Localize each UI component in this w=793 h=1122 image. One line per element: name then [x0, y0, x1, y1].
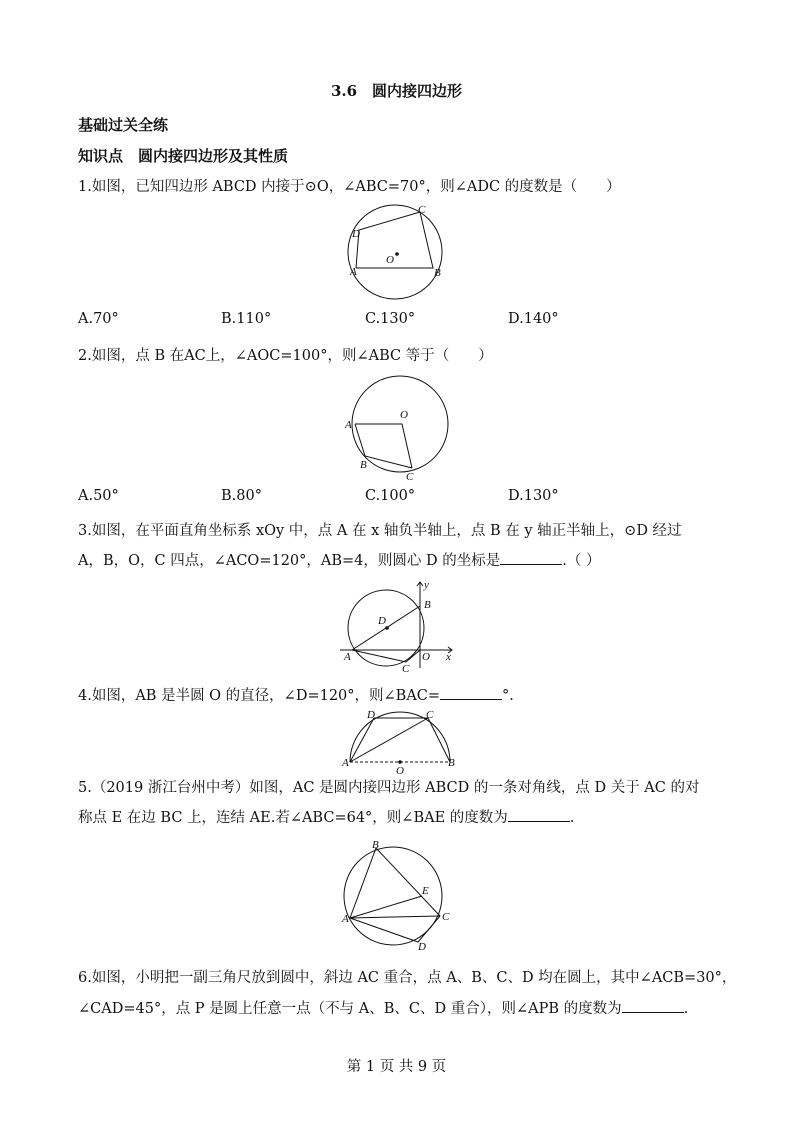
label-c: C: [402, 663, 410, 675]
label-d: D: [367, 709, 375, 721]
segment-ae: [350, 896, 422, 918]
label-x: x: [446, 651, 451, 663]
page-footer: 第 1 页 共 9 页: [346, 1059, 447, 1075]
answer-blank-4[interactable]: [440, 685, 502, 700]
question-1-text: 1.如图，已知四边形 ABCD 内接于⊙O，∠ABC=70°，则∠ADC 的度数是（ ）: [78, 179, 621, 195]
figure-5: [336, 838, 456, 956]
choice-a[interactable]: A.70°: [78, 311, 119, 327]
label-c: C: [406, 471, 414, 483]
answer-blank-6[interactable]: [622, 998, 684, 1013]
semicircle: [350, 712, 450, 762]
label-y: y: [424, 579, 429, 591]
label-a: A: [344, 651, 351, 663]
figure-2: [340, 376, 455, 486]
diagonal-ac: [350, 916, 440, 918]
question-3-line-1: 3.如图，在平面直角坐标系 xOy 中，点 A 在 x 轴负半轴上，点 B 在 y 轴正半轴上，⊙D 经过: [78, 523, 682, 539]
section-title: 基础过关全练: [78, 116, 169, 134]
question-6: [78, 968, 736, 988]
label-o: O: [400, 409, 408, 421]
label-a: A: [342, 913, 349, 925]
figure-4: [340, 706, 460, 777]
label-b: B: [360, 459, 367, 471]
quadrilateral-adcb: [350, 718, 450, 762]
label-c: C: [426, 709, 434, 721]
question-1: [78, 177, 621, 197]
label-o: O: [386, 254, 394, 266]
side-bc: [376, 848, 440, 916]
question-5-line-2: 称点 E 在边 BC 上，连结 AE.若∠ABC=64°，则∠BAE 的度数为 .: [78, 807, 574, 828]
label-c: C: [418, 204, 426, 216]
label-b: B: [424, 599, 431, 611]
question-5: [78, 778, 699, 798]
question-2-choices: [78, 488, 718, 508]
question-1-choices: [78, 311, 718, 331]
label-b: B: [448, 757, 455, 769]
question-6-line-1: 6.如图，小明把一副三角尺放到圆中，斜边 AC 重合，点 A、B、C、D 均在圆上，其中∠ACB=30°，: [78, 970, 737, 986]
choice-c[interactable]: C.130°: [365, 311, 416, 327]
sides-ad-dc: [350, 916, 440, 942]
choice-c[interactable]: C.100°: [365, 488, 416, 504]
choice-d[interactable]: D.140°: [508, 311, 559, 327]
question-5-line-1: 5.（2019 浙江台州中考）如图，AC 是圆内接四边形 ABCD 的一条对角线，点 D 关于 AC 的对: [78, 780, 700, 796]
label-a: A: [350, 266, 357, 278]
side-ab: [350, 848, 376, 918]
label-o: O: [396, 765, 404, 777]
label-e: E: [422, 885, 429, 897]
question-4-text: 4.如图，AB 是半圆 O 的直径，∠D=120°，则∠BAC=: [78, 688, 441, 704]
label-o: O: [422, 651, 430, 663]
choice-b[interactable]: B.80°: [221, 488, 262, 504]
label-b: B: [372, 839, 379, 851]
center-o-point: [395, 252, 399, 256]
page-title: 3.6 圆内接四边形: [330, 82, 463, 100]
figure-3: [340, 578, 460, 675]
figure-1: [340, 200, 455, 305]
answer-blank-5[interactable]: [508, 807, 570, 822]
choice-d[interactable]: D.130°: [508, 488, 559, 504]
question-3: [78, 521, 682, 541]
label-b: B: [434, 267, 441, 279]
label-d: D: [352, 228, 360, 240]
center-o-point: [398, 760, 402, 764]
label-d: D: [378, 615, 386, 627]
question-6-line-2: ∠CAD=45°，点 P 是圆上任意一点（不与 A、B、C、D 重合），则∠APB 的度数为 .: [78, 998, 688, 1019]
choice-a[interactable]: A.50°: [78, 488, 119, 504]
label-a: A: [342, 757, 349, 769]
question-2-text: 2.如图，点 B 在AC上，∠AOC=100°，则∠ABC 等于（ ）: [78, 348, 493, 364]
quadrilateral-abcd: [356, 212, 433, 268]
question-3-line-2: A，B，O，C 四点，∠ACO=120°，AB=4，则圆心 D 的坐标是 .（ ）: [78, 550, 600, 571]
answer-blank-3[interactable]: [500, 550, 562, 565]
question-2: [78, 346, 493, 366]
knowledge-point-title: 知识点 圆内接四边形及其性质: [78, 147, 289, 165]
label-d: D: [418, 941, 426, 953]
label-c: C: [442, 911, 450, 923]
question-4: 4.如图，AB 是半圆 O 的直径，∠D=120°，则∠BAC= °.: [78, 685, 514, 706]
label-a: A: [345, 419, 352, 431]
choice-b[interactable]: B.110°: [221, 311, 272, 327]
chords-ac-co: [352, 650, 420, 662]
